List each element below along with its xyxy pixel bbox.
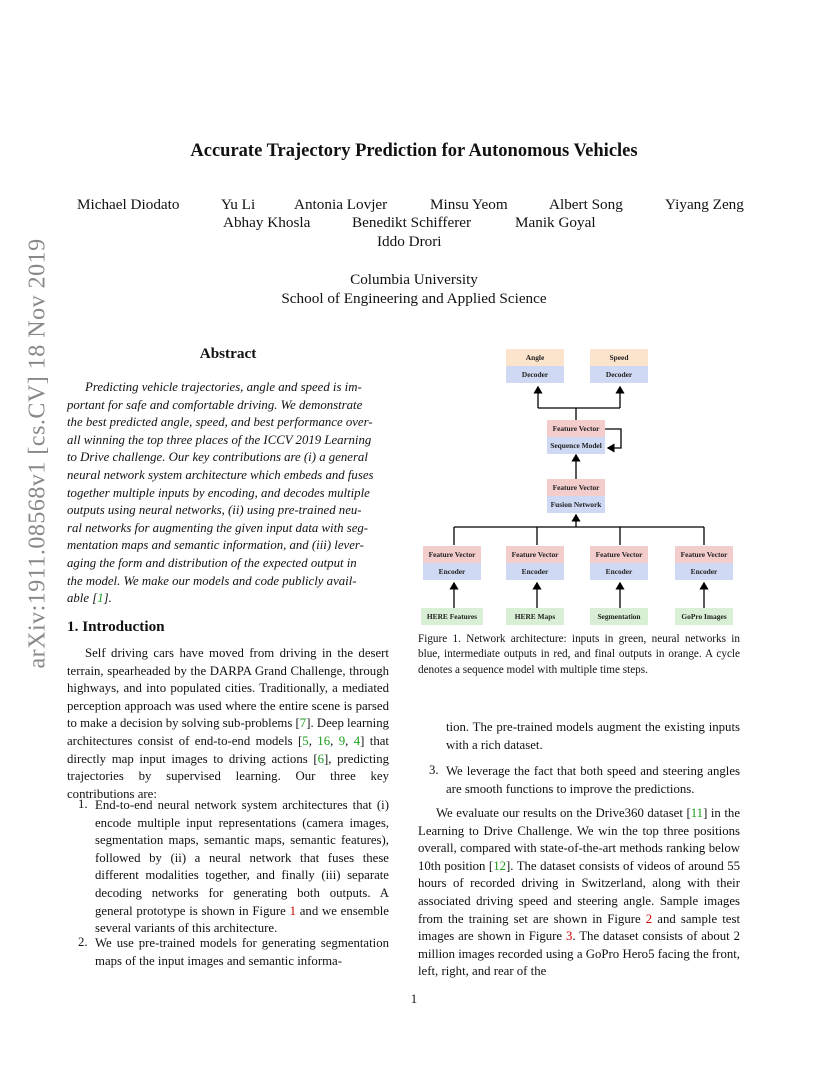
citation-link[interactable]: 5 bbox=[302, 733, 309, 748]
encoder-feature-vector-box: Feature Vector bbox=[675, 546, 733, 563]
author: Manik Goyal bbox=[515, 214, 596, 231]
abstract-line: Predicting vehicle trajectories, angle and speed is im- bbox=[85, 380, 362, 394]
speed-output-box: Speed bbox=[590, 349, 648, 366]
angle-decoder-box: Decoder bbox=[506, 366, 564, 383]
citation-link[interactable]: 7 bbox=[299, 716, 307, 731]
fusion-feature-vector-box: Feature Vector bbox=[547, 479, 605, 496]
intro-paragraph: Self driving cars have moved from driving in the desert terrain, spearheaded by the DARPA Grand Challenge, through highways, and into populated cities. Traditionally, a mediated perception approach was used where the entire scene is parsed to make a decision by solving sub-problems [7]. Deep learning architectures consist of end-to-end models [5, 16, 9, 4] that directly map input images to driving actions [6], predicting trajectories by supervised learning. Our three key contributions are: bbox=[67, 646, 389, 801]
citation-link[interactable]: 4 bbox=[353, 733, 361, 748]
figure-ref-link[interactable]: 1 bbox=[289, 903, 296, 918]
citation-link[interactable]: 12 bbox=[493, 858, 506, 873]
arxiv-stamp: arXiv:1911.08568v1 [cs.CV] 18 Nov 2019 bbox=[24, 238, 51, 669]
abstract-line: aging the form and distribution of the expected output in bbox=[67, 555, 357, 570]
list-item-2: We use pre-trained models for generating segmentation maps of the input images and semantic informa- bbox=[95, 936, 389, 968]
figure-ref-link[interactable]: 2 bbox=[645, 911, 653, 926]
abstract-line: all winning the top three places of the ICCV 2019 Learning bbox=[67, 432, 372, 447]
encoder-box: Encoder bbox=[506, 563, 564, 580]
list-number: 2. bbox=[78, 935, 88, 949]
list-number: 1. bbox=[78, 797, 88, 811]
author: Michael Diodato bbox=[77, 196, 180, 213]
abstract-line: mentation maps and semantic information, and (iii) lever- bbox=[67, 538, 364, 553]
encoder-feature-vector-box: Feature Vector bbox=[506, 546, 564, 563]
abstract-line: the best predicted angle, speed, and best performance over- bbox=[67, 415, 373, 430]
abstract-line: the model. We make our models and code publicly avail- bbox=[67, 573, 357, 588]
author: Benedikt Schifferer bbox=[352, 214, 472, 231]
abstract-body bbox=[67, 379, 389, 608]
sequence-model-box: Sequence Model bbox=[547, 437, 605, 454]
citation-link[interactable]: 9 bbox=[338, 733, 346, 748]
input-gopro-images-box: GoPro Images bbox=[675, 608, 733, 625]
speed-decoder-box: Decoder bbox=[590, 366, 648, 383]
encoder-box: Encoder bbox=[675, 563, 733, 580]
figure-caption: Figure 1. Network architecture: inputs in green, neural networks in blue, intermediate outputs in red, and final outputs in orange. A cycle denotes a sequence model with multiple time steps. bbox=[418, 633, 740, 676]
list-number: 3. bbox=[429, 763, 439, 777]
input-segmentation-box: Segmentation bbox=[590, 608, 648, 625]
abstract-line: to Drive challenge. Our key contributions are (i) a general bbox=[67, 450, 368, 465]
author: Abhay Khosla bbox=[223, 214, 311, 231]
encoder-feature-vector-box: Feature Vector bbox=[590, 546, 648, 563]
abstract-line: neural network system architecture which embeds and fuses bbox=[67, 467, 374, 482]
section-heading-introduction: 1. Introduction bbox=[67, 618, 165, 635]
author: Iddo Drori bbox=[377, 233, 442, 250]
input-here-maps-box: HERE Maps bbox=[506, 608, 564, 625]
author: Yu Li bbox=[221, 196, 256, 213]
encoder-box: Encoder bbox=[423, 563, 481, 580]
angle-output-box: Angle bbox=[506, 349, 564, 366]
abstract-line: able [1]. bbox=[67, 591, 112, 606]
figure-ref-link[interactable]: 3 bbox=[565, 929, 573, 944]
abstract-heading: Abstract bbox=[199, 345, 257, 362]
citation-link[interactable]: 6 bbox=[317, 751, 325, 766]
encoder-feature-vector-box: Feature Vector bbox=[423, 546, 481, 563]
list-item-3: We leverage the fact that both speed and steering angles are smooth functions to improve the predictions. bbox=[446, 764, 740, 796]
paper-title: Accurate Trajectory Prediction for Autonomous Vehicles bbox=[190, 141, 638, 161]
page-number: 1 bbox=[410, 992, 418, 1006]
dataset-paragraph: We evaluate our results on the Drive360 dataset [11] in the Learning to Drive Challenge. We win the top three positions overall, compared with state-of-the-art methods ranking below 10th position [12]. The dataset consists of videos of around 55 hours of recorded driving in Switzerland, along with their associated driving speed and steering angle. Sample images from the training set are shown in Figure 2 and sample test images are shown in Figure 3. The dataset consists of about 2 million images recorded using a GoPro Hero5 facing the front, left, right, and rear of the bbox=[418, 806, 740, 979]
abstract-line: together multiple inputs by encoding, and decodes multiple bbox=[67, 485, 370, 500]
abstract-line: portant for safe and comfortable driving. We demonstrate bbox=[67, 397, 363, 412]
encoder-box: Encoder bbox=[590, 563, 648, 580]
author: Minsu Yeom bbox=[430, 196, 508, 213]
affiliation-school: School of Engineering and Applied Science bbox=[281, 290, 547, 307]
citation-link[interactable]: 16 bbox=[317, 733, 331, 748]
fusion-network-box: Fusion Network bbox=[547, 496, 605, 513]
sequence-feature-vector-box: Feature Vector bbox=[547, 420, 605, 437]
input-here-features-box: HERE Features bbox=[421, 608, 483, 625]
author: Antonia Lovjer bbox=[294, 196, 388, 213]
author: Albert Song bbox=[549, 196, 623, 213]
abstract-line: outputs using neural networks, (ii) using pre-trained neu- bbox=[67, 503, 362, 518]
list-item-2-continued: tion. The pre-trained models augment the existing inputs with a rich dataset. bbox=[446, 720, 740, 752]
affiliation-university: Columbia University bbox=[350, 271, 478, 288]
list-item-1: End-to-end neural network system architectures that (i) encode multiple input representations (camera images, segmentation maps, semantic maps, semantic features), followed by (ii) a neural network that fuses these different modalities together, and finally (iii) separate decoding networks for generating both outputs. A general prototype is shown in Figure 1 and we ensemble several variants of this architecture. bbox=[95, 798, 389, 936]
abstract-line: ral networks for augmenting the given input data with seg- bbox=[67, 520, 369, 535]
citation-link[interactable]: 1 bbox=[97, 591, 104, 606]
author: Yiyang Zeng bbox=[665, 196, 744, 213]
citation-link[interactable]: 11 bbox=[690, 806, 704, 820]
